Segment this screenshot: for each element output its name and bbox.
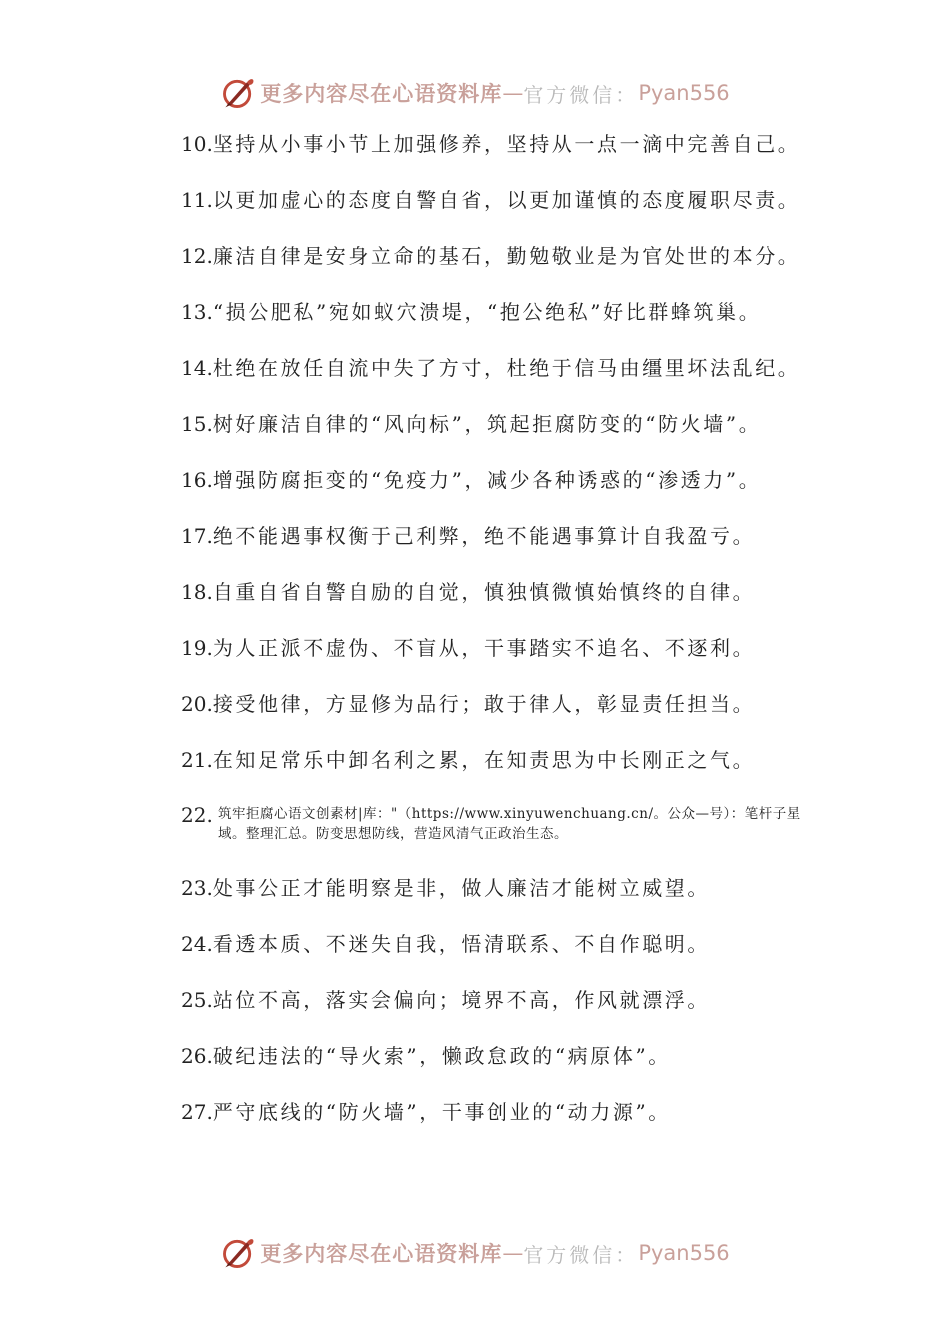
- list-item: 20.接受他律，方显修为品行；敢于律人，彰显责任担当。: [181, 692, 756, 716]
- footer-separator: —: [502, 1241, 524, 1265]
- quill-pen-logo-icon: [220, 75, 256, 111]
- list-item: 25.站位不高，落实会偏向；境界不高，作风就漂浮。: [181, 988, 711, 1012]
- list-item: 23.处事公正才能明察是非，做人廉洁才能树立威望。: [181, 876, 711, 900]
- header-separator: —: [502, 81, 524, 105]
- footer-brand-text: 更多内容尽在心语资料库: [260, 1241, 503, 1266]
- header-wechat-id: Pyan556: [638, 81, 730, 105]
- list-item: 17.绝不能遇事权衡于己利弊，绝不能遇事算计自我盈亏。: [181, 524, 756, 548]
- header-wechat-label: 官方微信：: [523, 82, 639, 107]
- list-item: 27.严守底线的“防火墙”，干事创业的“动力源”。: [181, 1100, 671, 1124]
- list-item: 10.坚持从小事小节上加强修养，坚持从一点一滴中完善自己。: [181, 132, 801, 156]
- list-item: 21.在知足常乐中卸名利之累，在知责思为中长刚正之气。: [181, 748, 756, 772]
- document-body: [181, 124, 821, 1148]
- list-item: 15.树好廉洁自律的“风向标”，筑起拒腐防变的“防火墙”。: [181, 412, 762, 436]
- header-banner: [0, 71, 950, 115]
- list-item: 18.自重自省自警自励的自觉，慎独慎微慎始慎终的自律。: [181, 580, 756, 604]
- list-item: 24.看透本质、不迷失自我，悟清联系、不自作聪明。: [181, 932, 711, 956]
- list-item: 19.为人正派不虚伪、不盲从，干事踏实不追名、不逐利。: [181, 636, 756, 660]
- list-item: 14.杜绝在放任自流中失了方寸，杜绝于信马由缰里坏法乱纪。: [181, 356, 801, 380]
- footer-banner: [0, 1231, 950, 1275]
- list-item: 26.破纪违法的“导火索”，懒政怠政的“病原体”。: [181, 1044, 671, 1068]
- header-brand-text: 更多内容尽在心语资料库: [260, 81, 503, 106]
- list-item: 16.增强防腐拒变的“免疫力”，减少各种诱惑的“渗透力”。: [181, 468, 762, 492]
- list-item: 13.“损公肥私”宛如蚁穴溃堤，“抱公绝私”好比群蜂筑巢。: [181, 300, 762, 324]
- list-item: 11.以更加虚心的态度自警自省，以更加谨慎的态度履职尽责。: [181, 188, 801, 212]
- quill-pen-logo-icon: [220, 1235, 256, 1271]
- list-item: 12.廉洁自律是安身立命的基石，勤勉敬业是为官处世的本分。: [181, 244, 801, 268]
- list-item-with-watermark: 22. 筑牢拒腐心语文创素材|库："（https://www.xinyuwenchuang.cn/。公众—号）：笔杆子星域。整理汇总。防变思想防线，营造风清气正政治生态。: [181, 803, 801, 842]
- footer-wechat-id: Pyan556: [638, 1241, 730, 1265]
- footer-wechat-label: 官方微信：: [523, 1242, 639, 1267]
